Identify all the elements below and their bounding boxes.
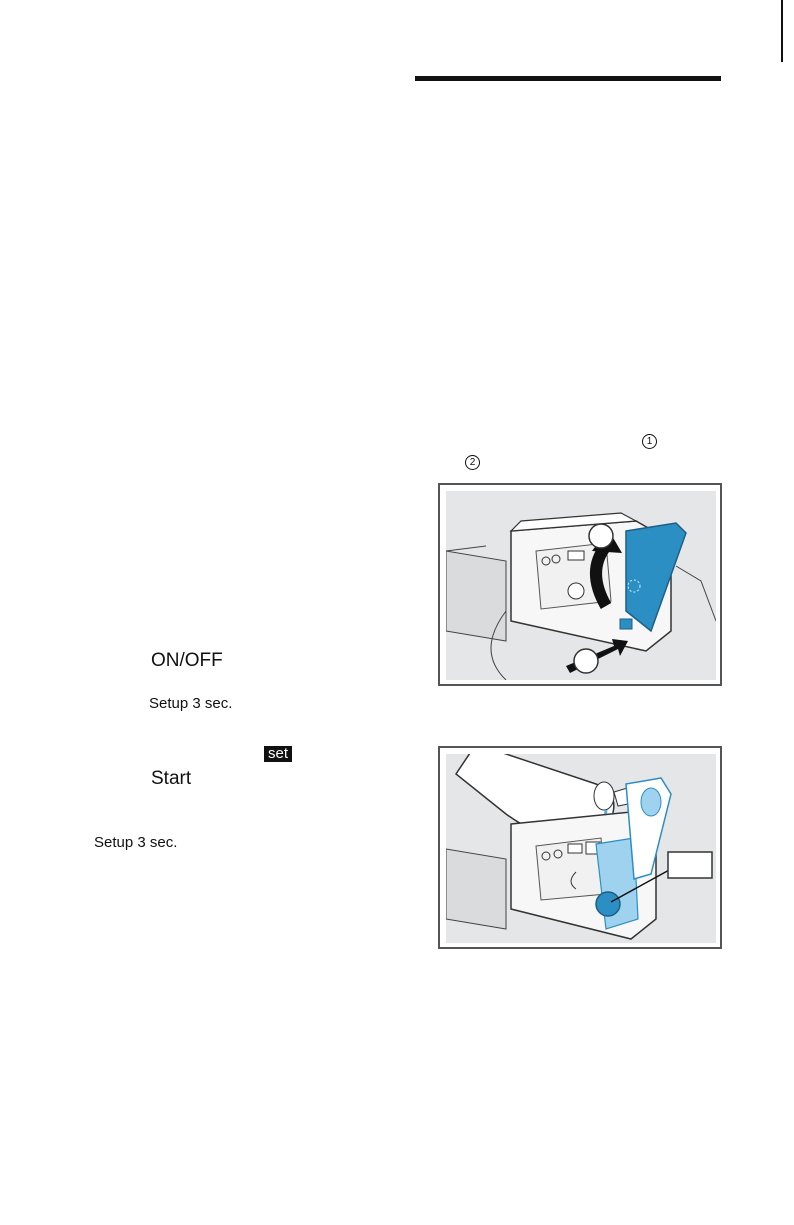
start-label: Start xyxy=(151,768,192,789)
figure-fill-rinse-aid xyxy=(438,746,722,949)
step-marker-1: 1 xyxy=(642,434,657,449)
figure-open-dispenser xyxy=(438,483,722,686)
setup-label-2: Setup 3 sec. xyxy=(94,834,178,851)
dispenser-open-illustration xyxy=(446,491,716,680)
set-badge: set xyxy=(264,746,292,762)
onoff-label: ON/OFF xyxy=(151,650,223,671)
section-rule xyxy=(415,76,721,81)
setup-label-1: Setup 3 sec. xyxy=(149,695,233,712)
step-marker-2: 2 xyxy=(465,455,480,470)
page-edge-line xyxy=(781,0,783,62)
rinse-aid-fill-illustration xyxy=(446,754,716,943)
